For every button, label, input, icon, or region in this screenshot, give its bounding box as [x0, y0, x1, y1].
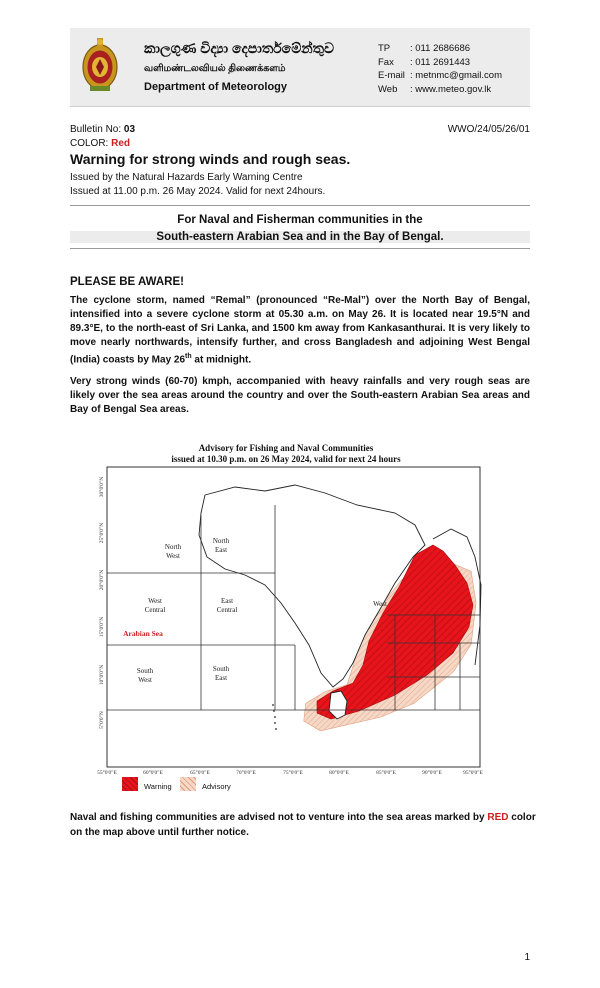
- bulletin-number-label: Bulletin No:: [70, 124, 124, 135]
- state-emblem-icon: [80, 36, 120, 94]
- label-west-central-1: West: [148, 597, 162, 605]
- bulletin-reference: WWO/24/05/26/01: [447, 124, 530, 135]
- contact-label: Web: [378, 83, 398, 95]
- cyclone-paragraph: [70, 294, 530, 367]
- contact-email: [378, 69, 502, 83]
- cyclone-paragraph-text: The cyclone storm, named “Remal” (pronounced “Re-Mal”) over the North Bay of Bengal, intensified into a severe cyclone storm at 05.30 a.m. on May 26. It is located near 19.5°N and 89.3°E, to the north-east of Sri Lanka, and 1500 km away from Kankasanthurai. It is very likely to move nearly northwards, intensify further, and cross Bangladesh and adjoining West Bengal (India) coasts by May 26: [70, 295, 530, 366]
- label-north-west-2: West: [166, 552, 180, 560]
- lat-tick: 10°0'0"N: [99, 664, 105, 686]
- label-east-central-2: Central: [216, 606, 238, 614]
- contact-value[interactable]: : www.meteo.gov.lk: [410, 83, 492, 95]
- advice-text: Naval and fishing communities are advised not to venture into the sea areas marked by: [70, 812, 488, 823]
- issued-by: Issued by the Natural Hazards Early Warning Centre: [70, 172, 303, 183]
- legend-advisory-swatch: [180, 777, 196, 791]
- label-west-bay: West: [373, 600, 387, 608]
- lon-tick: 85°0'0"E: [376, 770, 396, 775]
- lat-tick: 15°0'0"N: [99, 616, 105, 638]
- label-south-east-2: East: [214, 674, 228, 682]
- bulletin-number-value: 03: [123, 124, 136, 135]
- lat-tick: 5°0'0"N: [99, 711, 105, 729]
- contact-value[interactable]: : metnmc@gmail.com: [410, 70, 502, 81]
- communities-line2: South-eastern Arabian Sea and in the Bay of Bengal.: [70, 231, 530, 243]
- lon-tick: 60°0'0"E: [143, 770, 163, 775]
- advice-red-word: RED: [487, 812, 509, 823]
- label-arabian-sea: Arabian Sea: [123, 629, 163, 638]
- lat-ticks: [98, 477, 105, 729]
- legend-advisory-label: Advisory: [202, 782, 231, 791]
- label-north-west-1: North: [164, 543, 182, 551]
- label-south-west-1: South: [136, 667, 154, 675]
- label-north-east-2: East: [214, 546, 228, 554]
- label-east-central-1: East: [220, 597, 234, 605]
- communities-line1: For Naval and Fisherman communities in the: [177, 214, 423, 226]
- lat-tick: 20°0'0"N: [99, 569, 105, 591]
- divider: [70, 205, 530, 206]
- lon-tick: 55°0'0"E: [97, 770, 117, 775]
- contact-label: Fax: [378, 56, 394, 68]
- winds-paragraph: Very strong winds (60-70) kmph, accompanied with heavy rainfalls and very rough seas are likely over the sea areas around the country and over the South-eastern Arabian Sea areas and Bay of Bengal Sea areas.: [70, 376, 530, 415]
- issued-at: Issued at 11.00 p.m. 26 May 2024. Valid for next 24hours.: [70, 186, 326, 197]
- contact-tp: [378, 42, 502, 56]
- org-name-tamil: வளிமண்டலவியல் திணைக்களம்: [144, 63, 286, 74]
- lon-tick: 65°0'0"E: [190, 770, 210, 775]
- contact-web: [378, 83, 502, 97]
- contact-label: TP: [378, 43, 391, 54]
- divider: [70, 248, 530, 249]
- advice-text-end: color on the map above until further notice.: [70, 812, 536, 838]
- letterhead: [70, 28, 530, 107]
- contact-label: E-mail: [378, 70, 405, 81]
- map-subtitle: issued at 10.30 p.m. on 26 May 2024, valid for next 24 hours: [171, 454, 401, 464]
- page-number: 1: [524, 952, 530, 963]
- be-aware-heading: PLEASE BE AWARE!: [70, 276, 184, 288]
- label-south-west-2: West: [138, 676, 152, 684]
- color-label: COLOR:: [70, 138, 112, 149]
- lon-tick: 75°0'0"E: [283, 770, 303, 775]
- org-name-english: Department of Meteorology: [144, 81, 288, 93]
- lon-tick: 80°0'0"E: [329, 770, 349, 775]
- org-name-sinhala: කාලගුණ විද්‍යා දෙපාර්තමේන්තුව: [144, 40, 335, 56]
- cyclone-paragraph-end: at midnight.: [191, 354, 252, 366]
- advisory-map: [95, 465, 485, 775]
- label-south-east-1: South: [212, 665, 230, 673]
- ordinal-suffix: th: [185, 353, 192, 360]
- lon-ticks: [97, 769, 483, 775]
- legend-warning-swatch: [122, 777, 138, 791]
- bulletin-number: [70, 124, 135, 135]
- contact-value: : 011 2686686: [410, 43, 471, 54]
- legend-warning-label: Warning: [144, 782, 172, 791]
- lat-tick: 30°0'0"N: [99, 476, 105, 498]
- advice-paragraph: [70, 810, 540, 840]
- label-north-east-1: North: [212, 537, 230, 545]
- label-west-central-2: Central: [144, 606, 166, 614]
- lat-tick: 25°0'0"N: [99, 522, 105, 544]
- contact-block: [378, 42, 502, 96]
- lon-tick: 95°0'0"E: [463, 770, 483, 775]
- contact-value: : 011 2691443: [410, 56, 471, 68]
- color-value: Red: [111, 138, 131, 149]
- bulletin-color: [70, 138, 130, 149]
- bulletin-title: Warning for strong winds and rough seas.: [70, 151, 351, 167]
- contact-fax: [378, 56, 502, 70]
- lon-tick: 90°0'0"E: [422, 770, 442, 775]
- lon-tick: 70°0'0"E: [236, 770, 256, 775]
- map-title: Advisory for Fishing and Naval Communities: [198, 443, 374, 453]
